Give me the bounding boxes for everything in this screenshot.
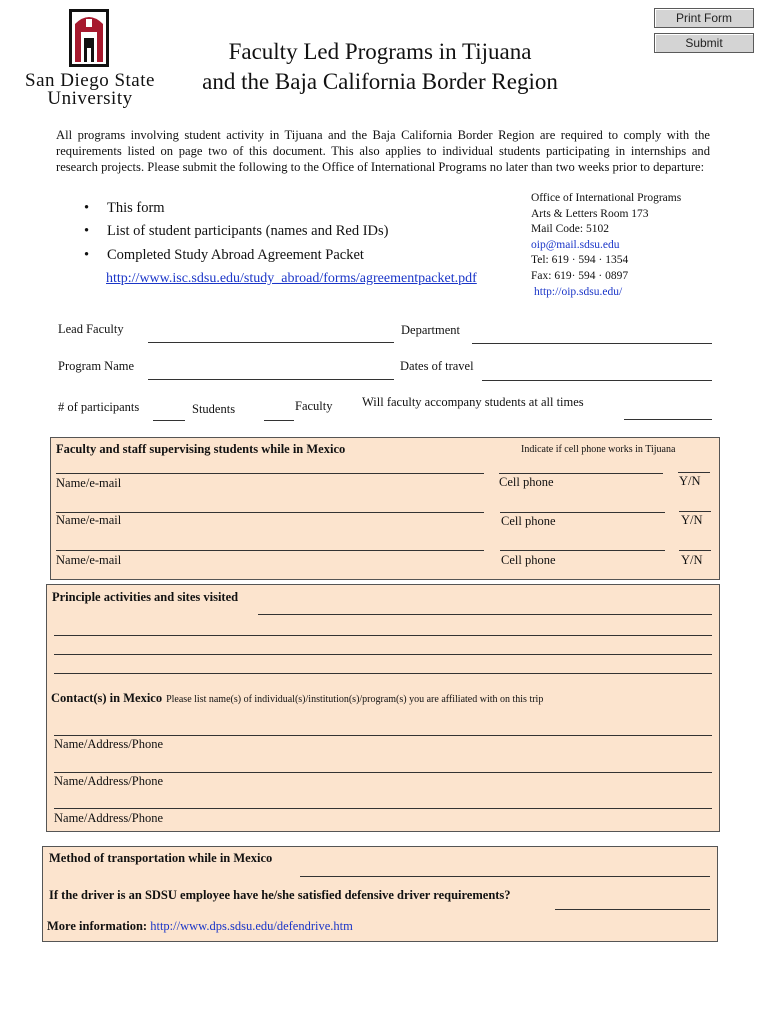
program-name-label: Program Name	[58, 359, 135, 373]
program-name-field[interactable]	[148, 379, 394, 380]
accompany-field[interactable]	[624, 419, 712, 420]
office-info	[531, 191, 731, 300]
contacts-note: Please list name(s) of individual(s)/institution(s)/program(s) you are affiliated with on this trip	[166, 694, 544, 705]
supervisor-cell-field-2[interactable]	[500, 512, 665, 513]
bullet-icon: •	[84, 247, 90, 263]
supervisor-yn-field-3[interactable]	[679, 550, 711, 551]
office-name: Office of International Programs	[531, 192, 682, 204]
supervisor-yn-field-2[interactable]	[679, 511, 711, 512]
department-field[interactable]	[472, 343, 712, 344]
office-tel: Tel: 619 · 594 · 1354	[531, 254, 629, 267]
supervisor-name-label-1: Name/e-mail	[56, 476, 122, 490]
activities-field-4[interactable]	[54, 673, 712, 674]
department-label: Department	[401, 323, 461, 337]
submit-button[interactable]: Submit	[654, 33, 754, 53]
checklist-item-participants: List of student participants (names and Red IDs)	[107, 223, 389, 239]
office-room: Arts & Letters Room 173	[531, 207, 649, 220]
activities-heading: Principle activities and sites visited	[52, 590, 239, 604]
lead-faculty-field[interactable]	[148, 342, 394, 343]
lead-faculty-label: Lead Faculty	[58, 322, 124, 336]
sdsu-seal-icon	[68, 8, 110, 68]
students-count-field[interactable]	[153, 420, 185, 421]
intro-paragraph: All programs involving student activity in Tijuana and the Baja California Border Region are required to comply with the requirements listed on page two of this document. This also applies to individual students participating in internships and research projects. Please submit the following to the Office of International Programs no later than two weeks prior to departure:	[56, 128, 710, 174]
activities-field-2[interactable]	[54, 635, 712, 636]
university-name-line2: University	[47, 88, 133, 109]
contact-label-3: Name/Address/Phone	[54, 811, 164, 825]
driver-answer-field[interactable]	[555, 909, 710, 910]
office-email-link[interactable]: oip@mail.sdsu.edu	[531, 238, 620, 251]
dates-of-travel-field[interactable]	[482, 380, 712, 381]
transport-heading: Method of transportation while in Mexico	[49, 851, 273, 865]
supervisor-cell-field-3[interactable]	[500, 550, 665, 551]
supervisor-yn-field-1[interactable]	[678, 472, 710, 473]
contact-field-3[interactable]	[54, 808, 712, 809]
contact-label-1: Name/Address/Phone	[54, 737, 164, 751]
page-title-line2: and the Baja California Border Region	[202, 69, 558, 94]
faculty-count-field[interactable]	[264, 420, 294, 421]
agreement-packet-link[interactable]: http://www.isc.sdsu.edu/study_abroad/forms/agreementpacket.pdf	[106, 271, 477, 286]
bullet-icon: •	[84, 223, 90, 239]
page-title-line1: Faculty Led Programs in Tijuana	[228, 39, 532, 64]
supervisor-name-field-3[interactable]	[56, 550, 484, 551]
contact-label-2: Name/Address/Phone	[54, 774, 164, 788]
contacts-heading-row	[51, 689, 543, 707]
more-info-label: More information:	[47, 919, 148, 933]
office-web-link[interactable]: http://oip.sdsu.edu/	[534, 285, 623, 298]
supervisors-section	[50, 437, 720, 580]
faculty-label: Faculty	[295, 399, 333, 413]
supervisor-cell-field-1[interactable]	[499, 473, 663, 474]
participants-label: # of participants	[58, 400, 140, 414]
cell-phone-note: Indicate if cell phone works in Tijuana	[521, 444, 676, 455]
supervisor-yn-label-1: Y/N	[679, 474, 701, 488]
checklist-item-packet: Completed Study Abroad Agreement Packet	[107, 247, 364, 263]
supervisor-cell-label-3: Cell phone	[501, 553, 556, 567]
students-label: Students	[192, 402, 236, 416]
bullet-icon: •	[84, 200, 90, 216]
print-form-button[interactable]: Print Form	[654, 8, 754, 28]
office-fax: Fax: 619· 594 · 0897	[531, 269, 629, 282]
defensive-driving-link[interactable]: http://www.dps.sdsu.edu/defendrive.htm	[150, 919, 353, 933]
contact-field-1[interactable]	[54, 735, 712, 736]
office-mail-code: Mail Code: 5102	[531, 223, 609, 236]
supervisor-cell-label-2: Cell phone	[501, 514, 556, 528]
more-info-row	[47, 919, 353, 934]
supervisor-yn-label-3: Y/N	[681, 553, 703, 567]
checklist-item-form: This form	[107, 200, 165, 216]
activities-field-1[interactable]	[258, 614, 712, 615]
activities-section	[46, 584, 720, 832]
supervisor-yn-label-2: Y/N	[681, 513, 703, 527]
transport-field[interactable]	[300, 876, 710, 877]
activities-field-3[interactable]	[54, 654, 712, 655]
supervisors-heading: Faculty and staff supervising students while in Mexico	[56, 442, 346, 456]
accompany-label: Will faculty accompany students at all times	[362, 395, 584, 409]
supervisor-name-label-2: Name/e-mail	[56, 513, 122, 527]
supervisor-cell-label-1: Cell phone	[499, 475, 554, 489]
contacts-heading: Contact(s) in Mexico	[51, 691, 163, 705]
contact-field-2[interactable]	[54, 772, 712, 773]
dates-of-travel-label: Dates of travel	[400, 359, 474, 373]
driver-question: If the driver is an SDSU employee have he/she satisfied defensive driver requirements?	[49, 888, 511, 902]
supervisor-name-field-1[interactable]	[56, 473, 484, 474]
supervisor-name-label-3: Name/e-mail	[56, 553, 122, 567]
university-name-line1: San Diego State	[25, 70, 155, 91]
